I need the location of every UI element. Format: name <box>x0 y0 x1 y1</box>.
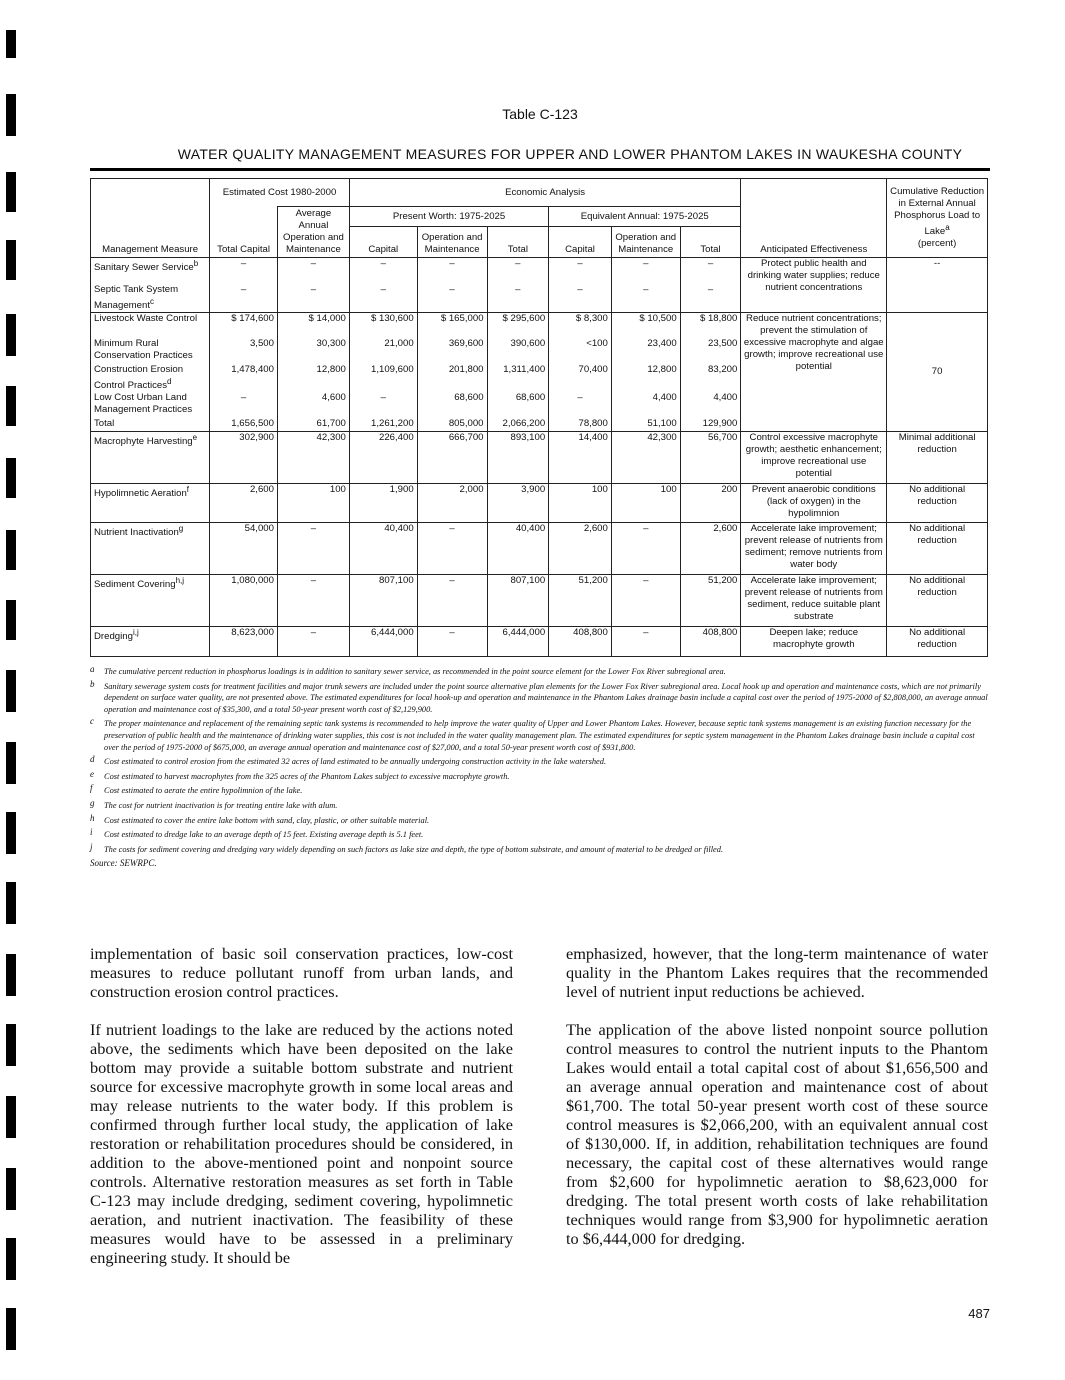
footnote <box>90 666 990 678</box>
cell-ea-om: 23,400 <box>611 338 680 364</box>
cell-ea-capital: 51,200 <box>549 574 612 626</box>
reduction-cell: No additional reduction <box>887 574 988 626</box>
table-row <box>91 483 988 522</box>
measure-name: Low Cost Urban Land Management Practices <box>94 392 193 416</box>
title-rule <box>90 168 990 171</box>
header-total-capital: Total Capital <box>210 207 278 258</box>
footnote-text: Cost estimated to control erosion from the estimated 32 acres of land estimated to be annually undergoing construction activity in the lake watershed. <box>104 757 607 767</box>
cell-pw-total: 1,311,400 <box>487 364 549 392</box>
header-economic-analysis: Economic Analysis <box>349 179 740 207</box>
table-row <box>91 312 988 338</box>
table-caption: Table C-123 <box>502 106 578 122</box>
reduction-cell: 70 <box>887 312 988 431</box>
cell-pw-total: 390,600 <box>487 338 549 364</box>
cell-pw-om: – <box>417 574 487 626</box>
binding-mark <box>6 670 16 712</box>
cell-total-capital: 1,478,400 <box>210 364 278 392</box>
header-equivalent-annual: Equivalent Annual: 1975-2025 <box>549 207 741 227</box>
measures-table <box>90 178 988 657</box>
cell-pw-om: – <box>417 626 487 656</box>
cell-total-capital: – <box>210 258 278 284</box>
cell-total-capital: – <box>210 284 278 313</box>
cell-avg-annual-om: $ 14,000 <box>277 312 349 338</box>
footnote-text: Cost estimated to aerate the entire hypolimnion of the lake. <box>104 786 303 796</box>
cell-ea-total: 408,800 <box>680 626 741 656</box>
cell-avg-annual-om: – <box>277 574 349 626</box>
cell-total-capital: 2,600 <box>210 483 278 522</box>
header-estimated-cost: Estimated Cost 1980-2000 <box>210 179 350 207</box>
cell-pw-total: $ 295,600 <box>487 312 549 338</box>
footnote-ref: g <box>178 523 184 533</box>
reduction-cell: No additional reduction <box>887 522 988 574</box>
footnote-text: The costs for sediment covering and dredging vary widely depending on such factors as lake size and depth, the type of bottom substrate, and amount of material to be dredged or filled. <box>104 844 724 854</box>
reduction-cell: No additional reduction <box>887 626 988 656</box>
cell-ea-capital: – <box>549 258 612 284</box>
cell-pw-om: 369,600 <box>417 338 487 364</box>
cell-avg-annual-om: – <box>277 284 349 313</box>
cell-total-capital: 8,623,000 <box>210 626 278 656</box>
cell-total-capital: 54,000 <box>210 522 278 574</box>
body-paragraph: If nutrient loadings to the lake are reduced by the actions noted above, the sediments which have been deposited on the lake bottom may provide a suitable bottom substrate and nutrient source for excessive macrophyte growth in some local areas and may release nutrients to the water body. If this problem is confirmed through further local study, the application of lake restoration or rehabilitation procedures should be considered, in addition to the above-mentioned point and nonpoint source controls. Alternative restoration measures as set forth in Table C-123 may include dredging, sediment covering, hypolimnetic aeration, and nutrient inactivation. The feasibility of these measures would have to be assessed in a preliminary engineering study. It should be <box>90 1020 513 1267</box>
cell-ea-total: – <box>680 284 741 313</box>
body-paragraph: emphasized, however, that the long-term maintenance of water quality in the Phantom Lakes requires that the recommended level of nutrient input reductions be achieved. <box>566 944 988 1001</box>
body-column-left <box>90 944 513 1286</box>
source-line: Source: SEWRPC. <box>90 858 157 869</box>
cell-avg-annual-om: 12,800 <box>277 364 349 392</box>
binding-mark <box>6 172 16 212</box>
cell-total-capital: 3,500 <box>210 338 278 364</box>
cell-pw-om: 805,000 <box>417 418 487 431</box>
cell-total-capital: 1,656,500 <box>210 418 278 431</box>
cell-pw-om: – <box>417 284 487 313</box>
cell-ea-om: 100 <box>611 483 680 522</box>
footnote-ref: h,j <box>175 575 185 585</box>
cell-pw-total: 40,400 <box>487 522 549 574</box>
footnote <box>90 812 990 827</box>
cell-ea-capital: 78,800 <box>549 418 612 431</box>
footnote-ref: c <box>150 296 154 306</box>
binding-mark <box>6 530 16 570</box>
cell-ea-capital: 14,400 <box>549 431 612 483</box>
cell-pw-capital: 40,400 <box>349 522 417 574</box>
cell-ea-om: – <box>611 574 680 626</box>
footnote-ref: d <box>167 377 172 387</box>
cell-ea-capital: 2,600 <box>549 522 612 574</box>
footnote-text: The cost for nutrient inactivation is for treating entire lake with alum. <box>104 800 338 810</box>
reduction-cell: No additional reduction <box>887 483 988 522</box>
cell-pw-total: 807,100 <box>487 574 549 626</box>
effectiveness-cell: Protect public health and drinking water supplies; reduce nutrient concentrations <box>741 258 887 313</box>
effectiveness-cell: Reduce nutrient concentrations; prevent the stimulation of excessive macrophyte and algae growth; improve recreational use potential <box>741 312 887 418</box>
footnote-mark: c <box>90 716 94 727</box>
cell-total-capital: 302,900 <box>210 431 278 483</box>
binding-mark <box>6 742 16 784</box>
cell-ea-om: – <box>611 258 680 284</box>
binding-mark <box>6 1238 16 1280</box>
footnote <box>90 829 990 841</box>
cell-avg-annual-om: – <box>277 258 349 284</box>
cell-pw-capital: $ 130,600 <box>349 312 417 338</box>
header-cumulative-reduction-text: Cumulative Reduction in External Annual Phosphorus Load to Lake <box>890 185 985 238</box>
footnote <box>90 756 990 768</box>
cell-pw-om: – <box>417 258 487 284</box>
effectiveness-cell: Control excessive macrophyte growth; aesthetic enhancement; improve recreational use potential <box>741 431 887 483</box>
header-present-worth: Present Worth: 1975-2025 <box>349 207 548 227</box>
binding-mark <box>6 458 16 498</box>
footnote-text: Cost estimated to dredge lake to an average depth of 15 feet. Existing average depth is 5.1 feet. <box>104 830 424 840</box>
footnote-mark: a <box>90 664 95 674</box>
binding-mark <box>6 314 16 356</box>
binding-mark <box>6 600 16 640</box>
footnote-text: The cumulative percent reduction in phosphorus loadings is in addition to sanitary sewer service, as recommended in the point source element for the Lower Fox River subregional area. <box>104 667 726 676</box>
cell-pw-om: 68,600 <box>417 392 487 418</box>
footnote-ref: b <box>193 259 199 268</box>
effectiveness-cell <box>741 418 887 431</box>
body-paragraph: implementation of basic soil conservation practices, low-cost measures to reduce pollutant runoff from urban lands, and construction erosion control practices. <box>90 944 513 1001</box>
header-ea-om: Operation and Maintenance <box>611 227 680 258</box>
footnote-mark: b <box>90 678 95 689</box>
cell-ea-total: 4,400 <box>680 392 741 418</box>
binding-mark <box>6 1308 16 1350</box>
cell-ea-om: – <box>611 626 680 656</box>
footnotes <box>90 666 990 870</box>
cell-ea-total: 23,500 <box>680 338 741 364</box>
cell-pw-total: – <box>487 258 549 284</box>
cell-pw-total: 68,600 <box>487 392 549 418</box>
footnote-ref: a <box>945 222 950 232</box>
measure-name: Macrophyte Harvesting <box>94 436 193 448</box>
measure-name: Hypolimnetic Aeration <box>94 488 187 500</box>
cell-ea-total: 51,200 <box>680 574 741 626</box>
cell-ea-om: – <box>611 522 680 574</box>
effectiveness-cell: Accelerate lake improvement; prevent release of nutrients from sediment; remove nutrients from water body <box>741 522 887 574</box>
cell-avg-annual-om: – <box>277 626 349 656</box>
binding-mark <box>6 1024 16 1066</box>
cell-ea-capital: 100 <box>549 483 612 522</box>
cell-ea-total: $ 18,800 <box>680 312 741 338</box>
cell-ea-om: 42,300 <box>611 431 680 483</box>
cell-ea-om: – <box>611 284 680 313</box>
cell-ea-capital: – <box>549 284 612 313</box>
cell-pw-total: 3,900 <box>487 483 549 522</box>
body-column-right <box>566 944 988 1267</box>
cell-ea-capital: 70,400 <box>549 364 612 392</box>
footnote-text: Sanitary sewerage system costs for treatment facilities and major trunk sewers are included under the point source alternative plan elements for the Lower Fox River subregional area. Local hook up and operation and maintenance costs, which are not primarily dependent on surface water quality, are not presented above. The estimated expenditures for local hook-up and operation and maintenance in the Phantom Lakes drainage basin include a capital cost over the period of 1975-2000 of $2,808,000, an average annual operation and maintenance cost of $35,300, and a total 50-year present worth cost of $2,129,900. <box>104 681 988 714</box>
table-row <box>91 626 988 656</box>
measure-name: Livestock Waste Control <box>94 312 198 324</box>
cell-pw-total: 893,100 <box>487 431 549 483</box>
measure-name: Sanitary Sewer Service <box>94 262 194 274</box>
cell-pw-total: 2,066,200 <box>487 418 549 431</box>
cell-ea-capital: – <box>549 392 612 418</box>
footnote-mark: h <box>90 812 95 823</box>
binding-mark <box>6 1096 16 1138</box>
header-avg-annual-om: Average Annual Operation and Maintenance <box>277 207 349 258</box>
cell-pw-capital: – <box>349 392 417 418</box>
footnote <box>90 797 990 812</box>
header-management-measure: Management Measure <box>91 179 210 258</box>
table-row <box>91 574 988 626</box>
footnote-mark: e <box>90 768 94 779</box>
cell-avg-annual-om: 42,300 <box>277 431 349 483</box>
cell-pw-capital: 1,109,600 <box>349 364 417 392</box>
header-anticipated-effectiveness: Anticipated Effectiveness <box>741 179 887 258</box>
header-pw-total: Total <box>487 227 549 258</box>
cell-ea-capital: <100 <box>549 338 612 364</box>
cell-ea-total: 129,900 <box>680 418 741 431</box>
binding-mark <box>6 1168 16 1210</box>
cell-avg-annual-om: 30,300 <box>277 338 349 364</box>
cell-total-capital: 1,080,000 <box>210 574 278 626</box>
header-ea-total: Total <box>680 227 741 258</box>
effectiveness-cell: Accelerate lake improvement; prevent release of nutrients from sediment, reduce suitable plant substrate <box>741 574 887 626</box>
footnote <box>90 841 990 856</box>
cell-ea-total: – <box>680 258 741 284</box>
cell-ea-om: 51,100 <box>611 418 680 431</box>
header-ea-capital: Capital <box>549 227 612 258</box>
footnote-mark: d <box>90 754 95 765</box>
cell-avg-annual-om: 61,700 <box>277 418 349 431</box>
cell-pw-om: – <box>417 522 487 574</box>
table-row <box>91 431 988 483</box>
cell-pw-om: $ 165,000 <box>417 312 487 338</box>
cell-ea-om: 4,400 <box>611 392 680 418</box>
table-title: WATER QUALITY MANAGEMENT MEASURES FOR UPPER AND LOWER PHANTOM LAKES IN WAUKESHA COUNTY <box>177 146 963 162</box>
effectiveness-cell: Deepen lake; reduce macrophyte growth <box>741 626 887 656</box>
cell-pw-capital: 1,900 <box>349 483 417 522</box>
footnote <box>90 785 990 797</box>
cell-pw-capital: 6,444,000 <box>349 626 417 656</box>
measure-name: Dredging <box>94 631 133 643</box>
measure-name: Minimum Rural Conservation Practices <box>94 338 193 362</box>
footnote-mark: j <box>90 841 93 852</box>
cell-pw-capital: 807,100 <box>349 574 417 626</box>
cell-pw-om: 201,800 <box>417 364 487 392</box>
cell-total-capital: – <box>210 392 278 418</box>
binding-mark <box>6 30 16 58</box>
cell-avg-annual-om: 4,600 <box>277 392 349 418</box>
effectiveness-cell: Prevent anaerobic conditions (lack of oxygen) in the hypolimnion <box>741 483 887 522</box>
footnote-ref: f <box>186 484 190 494</box>
measure-name: Nutrient Inactivation <box>94 527 179 539</box>
cell-ea-total: 83,200 <box>680 364 741 392</box>
footnote-text: Cost estimated to harvest macrophytes from the 325 acres of the Phantom Lakes subject to excessive macrophyte growth. <box>104 771 510 781</box>
total-label: Total <box>94 418 115 430</box>
reduction-cell: -- <box>887 258 988 313</box>
reduction-cell: Minimal additional reduction <box>887 431 988 483</box>
cell-ea-om: 12,800 <box>611 364 680 392</box>
binding-mark <box>6 812 16 854</box>
footnote <box>90 718 990 753</box>
footnote <box>90 678 990 716</box>
footnote-mark: g <box>90 797 95 808</box>
footnote <box>90 768 990 783</box>
cell-pw-capital: 226,400 <box>349 431 417 483</box>
body-paragraph: The application of the above listed nonpoint source pollution control measures to control the nutrient inputs to the Phantom Lakes would entail a total capital cost of about $1,656,500 and an average annual operation and maintenance cost of about $61,700. The total 50-year present worth cost of these source control measures is $2,066,200, with an equivalent annual cost of $130,000. If, in addition, rehabilitation techniques are found necessary, the capital cost of these alternatives would range from $2,600 for hypolimnetic aeration to $8,623,000 for dredging. The total present worth costs of lake rehabilitation techniques would range from $3,900 for hypolimnetic aeration to $6,444,000 for dredging. <box>566 1020 988 1248</box>
footnote-ref: i,j <box>132 627 139 637</box>
cell-ea-total: 56,700 <box>680 431 741 483</box>
cell-pw-om: 666,700 <box>417 431 487 483</box>
cell-ea-total: 2,600 <box>680 522 741 574</box>
cell-ea-capital: 408,800 <box>549 626 612 656</box>
cell-pw-capital: 1,261,200 <box>349 418 417 431</box>
table-row <box>91 258 988 284</box>
cell-ea-om: $ 10,500 <box>611 312 680 338</box>
footnote-mark: f <box>90 783 93 794</box>
binding-mark <box>6 954 16 996</box>
cell-pw-capital: – <box>349 258 417 284</box>
header-pw-capital: Capital <box>349 227 417 258</box>
footnote-ref: e <box>192 432 198 442</box>
header-cumulative-reduction-unit: (percent) <box>917 238 957 250</box>
cell-pw-capital: 21,000 <box>349 338 417 364</box>
cell-ea-total: 200 <box>680 483 741 522</box>
page-number: 487 <box>968 1306 990 1321</box>
binding-mark <box>6 386 16 426</box>
header-pw-om: Operation and Maintenance <box>417 227 487 258</box>
cell-total-capital: $ 174,600 <box>210 312 278 338</box>
table-row-total <box>91 418 988 431</box>
cell-pw-total: – <box>487 284 549 313</box>
footnote-mark: i <box>90 827 93 838</box>
cell-avg-annual-om: 100 <box>277 483 349 522</box>
footnote-text: The proper maintenance and replacement of the remaining septic tank systems is recommended to help improve the water quality of Upper and Lower Phantom Lakes. However, because septic tank systems management is an existing function necessary for the preservation of public health and the maintenance of drinking water supplies, this cost is not included in the water quality management plan. The estimated expenditures for septic system management in the Phantom Lakes drainage basin include a capital cost over the period of 1975-2000 of $675,000, an average annual operation and maintenance cost of $27,000, and a total 50-year present worth cost of $931,800. <box>104 719 975 752</box>
measure-name: Septic Tank System Management <box>94 283 179 311</box>
footnote-text: Cost estimated to cover the entire lake bottom with sand, clay, plastic, or other suitable material. <box>104 815 430 825</box>
measure-name: Construction Erosion Control Practices <box>94 364 184 392</box>
binding-mark <box>6 240 16 280</box>
cell-pw-total: 6,444,000 <box>487 626 549 656</box>
table-row <box>91 522 988 574</box>
header-cumulative-reduction <box>887 179 988 258</box>
cell-pw-capital: – <box>349 284 417 313</box>
cell-avg-annual-om: – <box>277 522 349 574</box>
cell-ea-capital: $ 8,300 <box>549 312 612 338</box>
measure-name: Sediment Covering <box>94 579 176 591</box>
binding-mark <box>6 882 16 924</box>
cell-pw-om: 2,000 <box>417 483 487 522</box>
